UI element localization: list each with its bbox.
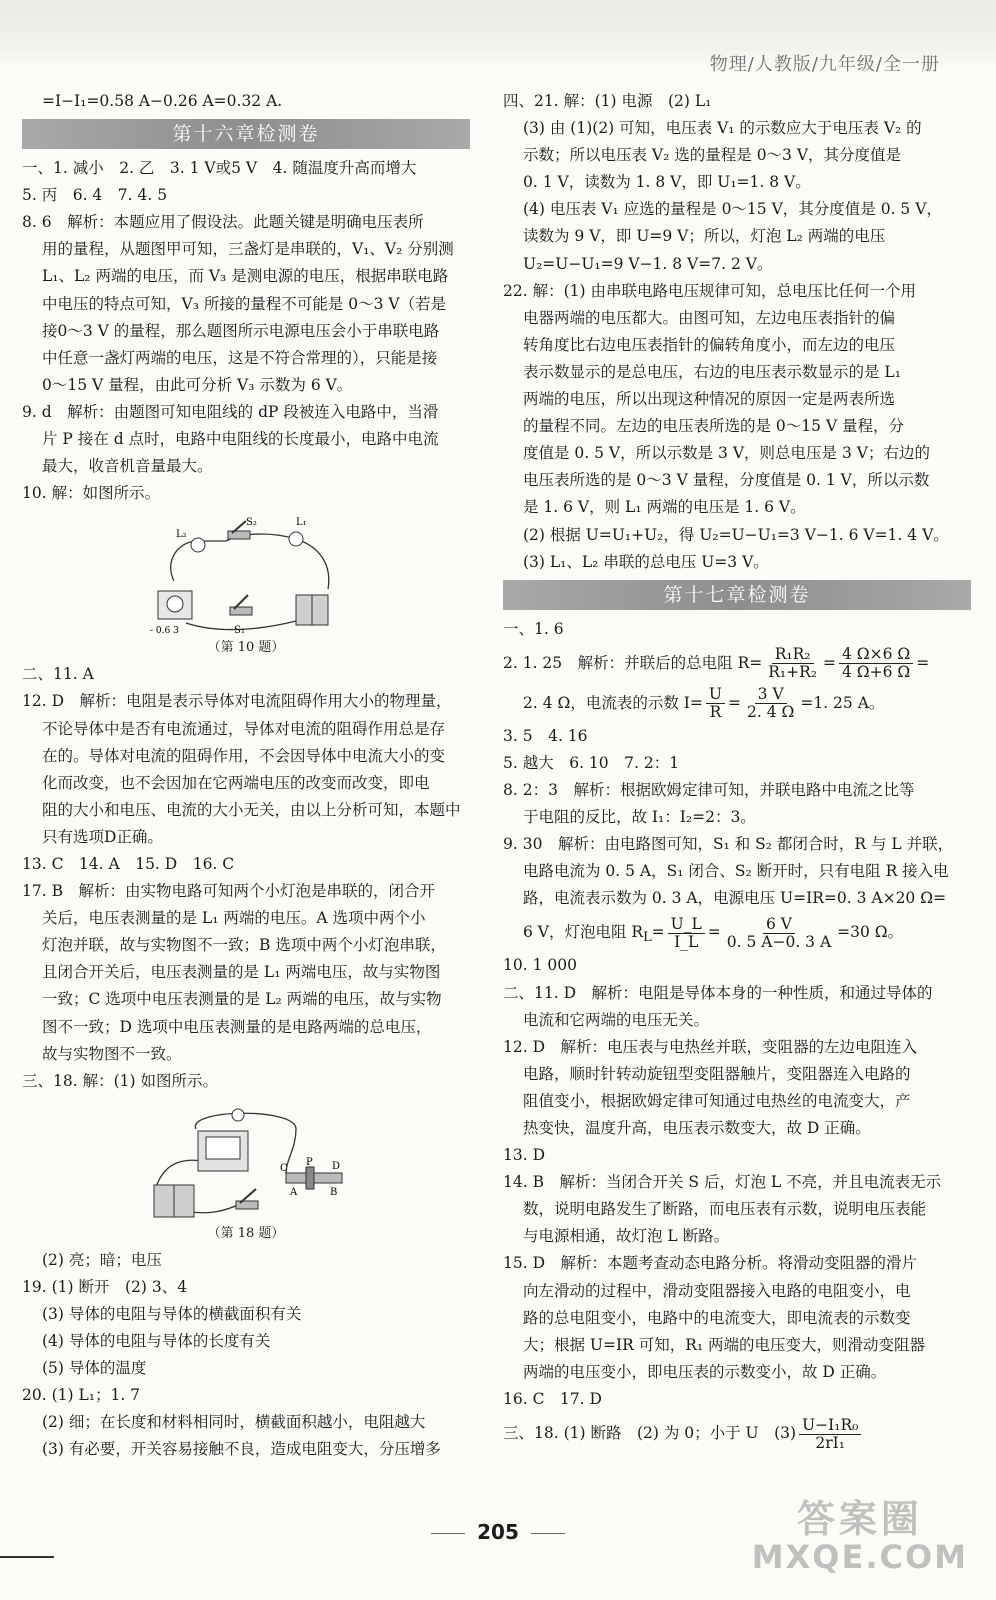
text: = (727, 693, 741, 712)
text-line: 一、1. 减小 2. 乙 3. 1 V或5 V 4. 随温度升高而增大 (22, 159, 417, 178)
divider (531, 1533, 565, 1534)
numerator: R₁R₂ (772, 646, 814, 664)
text-line: 用的量程，从题图甲可知，三盏灯是串联的，V₁、V₂ 分别测 (42, 240, 454, 259)
text-line: 不论导体中是否有电流通过，导体对电流的阻碍作用总是存 (42, 719, 446, 738)
text: = (823, 653, 837, 672)
text-line: (5) 导体的温度 (42, 1359, 147, 1378)
chapter-16-banner: 第十六章检测卷 (22, 119, 470, 149)
text-line: 故与实物图不一致。 (42, 1044, 182, 1063)
bulb-icon (232, 1109, 244, 1121)
text-line: 路，电流表示数为 0. 3 A，电源电压 U=IR=0. 3 A×20 Ω= (523, 889, 947, 908)
text-line: 阻的大小和电压、电流的大小无关，由以上分析可知，本题中 (42, 800, 461, 819)
fraction (765, 646, 820, 681)
text-line: 于电阻的反比，故 I₁：I₂=2：3。 (523, 808, 756, 827)
text-line: 关后，电压表测量的是 L₁ 两端的电压。A 选项中两个小 (42, 909, 426, 928)
text-line: 是 1. 6 V，则 L₁ 两端的电压是 1. 6 V。 (523, 498, 806, 517)
figure-caption: （第 18 题） (207, 1225, 285, 1241)
text-line: 5. 丙 6. 4 7. 4. 5 (22, 186, 168, 205)
text: 2. 4 Ω，电流表的示数 I= (523, 693, 703, 712)
text-line: 示数；所以电压表 V₂ 选的量程是 0～3 V，其分度值是 (523, 146, 902, 165)
watermark-text: 答案圈 (796, 1497, 923, 1541)
denominator: R (709, 703, 722, 722)
numerator: U (706, 686, 725, 704)
text-line: 路的总电阻变小，电路中的电流变大，即电流表的示数变 (523, 1308, 911, 1327)
figure-caption: （第 10 题） (207, 640, 285, 656)
text-line: 13. C 14. A 15. D 16. C (22, 854, 235, 873)
text-line: 一致；C 选项中电压表测量的是 L₂ 两端的电压，故与实物 (42, 990, 442, 1009)
text-line: 的量程不同。左边的电压表所选的是 0～15 V 量程，分 (523, 417, 905, 436)
denominator: 2. 4 Ω (746, 703, 795, 722)
text-line: (3) L₁、L₂ 串联的总电压 U=3 V。 (523, 552, 769, 571)
switch-s1-icon (230, 607, 252, 615)
fraction (744, 686, 797, 721)
page-number-text: 205 (477, 1520, 519, 1544)
label-s2: S₂ (246, 517, 257, 529)
text-line: 两端的电压，所以出现这种情况的原因一定是两表所选 (523, 390, 896, 409)
text-line: 热变快，温度升高，电压表示数变大，故 D 正确。 (523, 1119, 871, 1137)
text-line: (3) 导体的电阻与导体的横截面积有关 (42, 1305, 302, 1323)
numerator: 6 V (763, 916, 795, 934)
text-line: 电路，顺时针转动旋钮型变阻器触片，变阻器连入电路的 (523, 1064, 911, 1083)
denominator: I_L (674, 932, 699, 951)
chapter-17-banner: 第十七章检测卷 (503, 580, 971, 610)
text: = (651, 923, 665, 942)
footer-rule (0, 1556, 54, 1558)
switch-s2-icon (228, 531, 250, 539)
label-b: B (330, 1186, 338, 1198)
label-l1: L₁ (296, 517, 307, 529)
text-line: 电流和它两端的电压无关。 (523, 1010, 710, 1029)
text-line: 二、11. D 解析：电阻是导体本身的一种性质，和通过导体的 (503, 983, 933, 1002)
numerator: U_L (668, 916, 705, 934)
denominator: R₁+R₂ (768, 663, 818, 682)
text-line: 一、1. 6 (503, 619, 564, 638)
label-meter-terminals: - 0.6 3 (150, 626, 179, 637)
watermark-url: MXQE.COM (751, 1538, 968, 1576)
text-line: 中任意一盏灯两端的电压，这是不符合常理的），只能是接 (42, 348, 438, 367)
text-line: 两端的电压变小，即电压表的示数变小，故 D 正确。 (523, 1362, 887, 1381)
text-line: 8. 2：3 解析：根据欧姆定律可知，并联电路中电流之比等 (503, 780, 915, 799)
text-line: 17. B 解析：由实物电路可知两个小灯泡是串联的，闭合开 (22, 882, 435, 901)
fraction (839, 646, 913, 681)
text-line: 12. D 解析：电阻是表示导体对电流阻碍作用大小的物理量， (22, 692, 452, 711)
text-line: 度值是 0. 5 V，所以示数是 3 V，则总电压是 3 V；右边的 (523, 444, 930, 463)
text: 2. 1. 25 解析：并联后的总电阻 R= (503, 653, 763, 672)
fraction (724, 916, 834, 951)
text-line: 阻值变小，根据欧姆定律可知通过电热丝的电流变大，产 (523, 1091, 911, 1110)
text-line: 13. D (503, 1146, 546, 1165)
text-line: 16. C 17. D (503, 1389, 602, 1408)
text-line: 只有选项D正确。 (42, 827, 163, 846)
subscript: L (643, 930, 652, 946)
formula-line (503, 1413, 971, 1453)
text-line: 二、11. A (22, 665, 94, 684)
numerator: U−I₁R₀ (799, 1417, 861, 1435)
bulb-l2-icon (191, 538, 205, 552)
text-line: 19. (1) 断开 (2) 3、4 (22, 1277, 188, 1296)
text-line: 12. D 解析：电压表与电热丝并联，变阻器的左边电阻连入 (503, 1037, 918, 1056)
text-line: 向左滑动的过程中，滑动变阻器接入电路的电阻变小，电 (523, 1281, 911, 1300)
text-line: 与电源相通，故灯泡 L 断路。 (523, 1227, 730, 1246)
text-line: 灯泡并联，故与实物图不一致；B 选项中两个小灯泡串联， (42, 936, 446, 955)
label-c: C (280, 1162, 288, 1174)
text-line: 最大，收音机音量最大。 (42, 457, 213, 476)
text-line: (3) 由 (1)(2) 可知，电压表 V₁ 的示数应大于电压表 V₂ 的 (523, 119, 922, 138)
figure-q18 (22, 1099, 470, 1243)
text-line: 中电压的特点可知，V₃ 所接的量程不可能是 0～3 V（若是 (42, 294, 447, 313)
text-line: U₂=U−U₁=9 V−1. 8 V=7. 2 V。 (523, 254, 773, 273)
text: = (707, 923, 721, 942)
text-line: 14. B 解析：当闭合开关 S 后，灯泡 L 不亮，并且电流表无示 (503, 1173, 942, 1192)
text-line: 15. D 解析：本题考查动态电路分析。将滑动变阻器的滑片 (503, 1254, 918, 1273)
text-line: 接0～3 V 的量程，那么题图所示电源电压会小于串联电路 (42, 321, 440, 340)
text-line: 9. d 解析：由题图可知电阻线的 dP 段被连入电路中，当滑 (22, 402, 439, 421)
circuit-diagram-q10 (146, 511, 346, 639)
text-line: (2) 亮；暗；电压 (42, 1250, 162, 1269)
numerator: 4 Ω×6 Ω (839, 646, 913, 664)
text-line: 9. 30 解析：由电路图可知，S₁ 和 S₂ 都闭合时，R 与 L 并联， (503, 835, 954, 854)
text-line: 数，说明电路发生了断路，而电压表有示数，说明电压表能 (523, 1200, 927, 1219)
text-line: 电压表所选的是 0～3 V 量程，分度值是 0. 1 V，所以示数 (523, 471, 930, 490)
left-column (22, 88, 470, 1464)
formula-line (503, 643, 971, 683)
label-p: P (306, 1156, 313, 1168)
text-line: 转角度比右边电压表指针的偏转角度小，而左边的电压 (523, 335, 896, 354)
text-line: (3) 有必要，开关容易接触不良，造成电阻变大，分压增多 (42, 1440, 441, 1459)
label-d: D (332, 1160, 341, 1172)
formula-line (503, 683, 971, 723)
text-line: 化而改变，也不会因加在它两端电压的改变而改变，即电 (42, 773, 430, 792)
text-line: 10. 1 000 (503, 956, 577, 975)
text-line: L₁、L₂ 两端的电压，而 V₃ 是测电源的电压，根据串联电路 (42, 267, 449, 286)
switch-icon (236, 1201, 258, 1209)
denominator: 4 Ω+6 Ω (842, 663, 911, 682)
fraction (799, 1417, 861, 1452)
label-s1: S₁ (234, 625, 245, 637)
circuit-diagram-q18 (146, 1099, 346, 1225)
right-column (503, 88, 971, 1453)
text-line: (2) 细；在长度和材料相同时，横截面积越小，电阻越大 (42, 1413, 426, 1432)
divider (431, 1533, 465, 1534)
figure-q10 (22, 511, 470, 657)
text-line: 20. (1) L₁；1. 7 (22, 1386, 141, 1405)
watermark-logo (751, 1497, 968, 1576)
denominator: 0. 5 A−0. 3 A (726, 932, 832, 951)
text-line: 0. 1 V，读数为 1. 8 V，即 U₁=1. 8 V。 (523, 173, 811, 192)
text-line: 三、18. 解：(1) 如图所示。 (22, 1071, 218, 1090)
fraction (668, 916, 705, 951)
numerator: 3 V (755, 686, 787, 704)
text-line: 四、21. 解：(1) 电源 (2) L₁ (503, 92, 712, 110)
text-line: (4) 电压表 V₁ 应选的量程是 0～15 V，其分度值是 0. 5 V， (523, 200, 942, 219)
text-line: 且闭合开关后，电压表测量的是 L₁ 两端电压，故与实物图 (42, 963, 441, 982)
text-line: 图不一致；D 选项中电压表测量的是电路两端的总电压， (42, 1017, 432, 1036)
text-line: 8. 6 解析：本题应用了假设法。此题关键是明确电压表所 (22, 213, 424, 232)
text-line: 在的。导体对电流的阻碍作用，不会因导体中电流大小的变 (42, 746, 446, 765)
text-line: 片 P 接在 d 点时，电路中电阻线的长度最小，电路中电流 (42, 430, 439, 449)
text-line: 5. 越大 6. 10 7. 2：1 (503, 753, 680, 772)
text-line: 表示数显示的是总电压，右边的电压表示数显示的是 L₁ (523, 362, 901, 381)
text-line: 电路电流为 0. 5 A，S₁ 闭合、S₂ 断开时，只有电阻 R 接入电 (523, 862, 949, 881)
text-line: 22. 解：(1) 由串联电路电压规律可知，总电压比任何一个用 (503, 281, 916, 300)
label-a: A (290, 1186, 298, 1198)
denominator: 2rI₁ (815, 1433, 846, 1452)
text-line: =I−I₁=0.58 A−0.26 A=0.32 A. (42, 92, 283, 110)
text-line: (2) 根据 U=U₁+U₂，得 U₂=U−U₁=3 V−1. 6 V=1. 4 V。 (523, 525, 949, 544)
text: = (916, 653, 930, 672)
text: =30 Ω。 (837, 923, 904, 942)
series-title: 物理/人教版/九年级/全一册 (709, 54, 940, 75)
text-line: 3. 5 4. 16 (503, 726, 588, 745)
fraction (706, 686, 725, 721)
text: 6 V，灯泡电阻 R (523, 923, 644, 942)
text: 三、18. (1) 断路 (2) 为 0；小于 U (3) (503, 1424, 797, 1443)
text-line: 读数为 9 V，即 U=9 V；所以，灯泡 L₂ 两端的电压 (523, 227, 886, 246)
formula-line (503, 912, 971, 952)
text-line: (4) 导体的电阻与导体的长度有关 (42, 1332, 271, 1351)
text-line: 大；根据 U=IR 可知，R₁ 两端的电压变大，则滑动变阻器 (523, 1335, 926, 1354)
text-line: 电器两端的电压都大。由图可知，左边电压表指针的偏 (523, 308, 896, 327)
bulb-l1-icon (289, 532, 303, 546)
label-l2: L₂ (176, 529, 187, 541)
text-line: 0～15 V 量程，由此可分析 V₃ 示数为 6 V。 (42, 375, 353, 394)
text: =1. 25 A。 (800, 693, 885, 712)
text-line: 10. 解：如图所示。 (22, 484, 161, 503)
